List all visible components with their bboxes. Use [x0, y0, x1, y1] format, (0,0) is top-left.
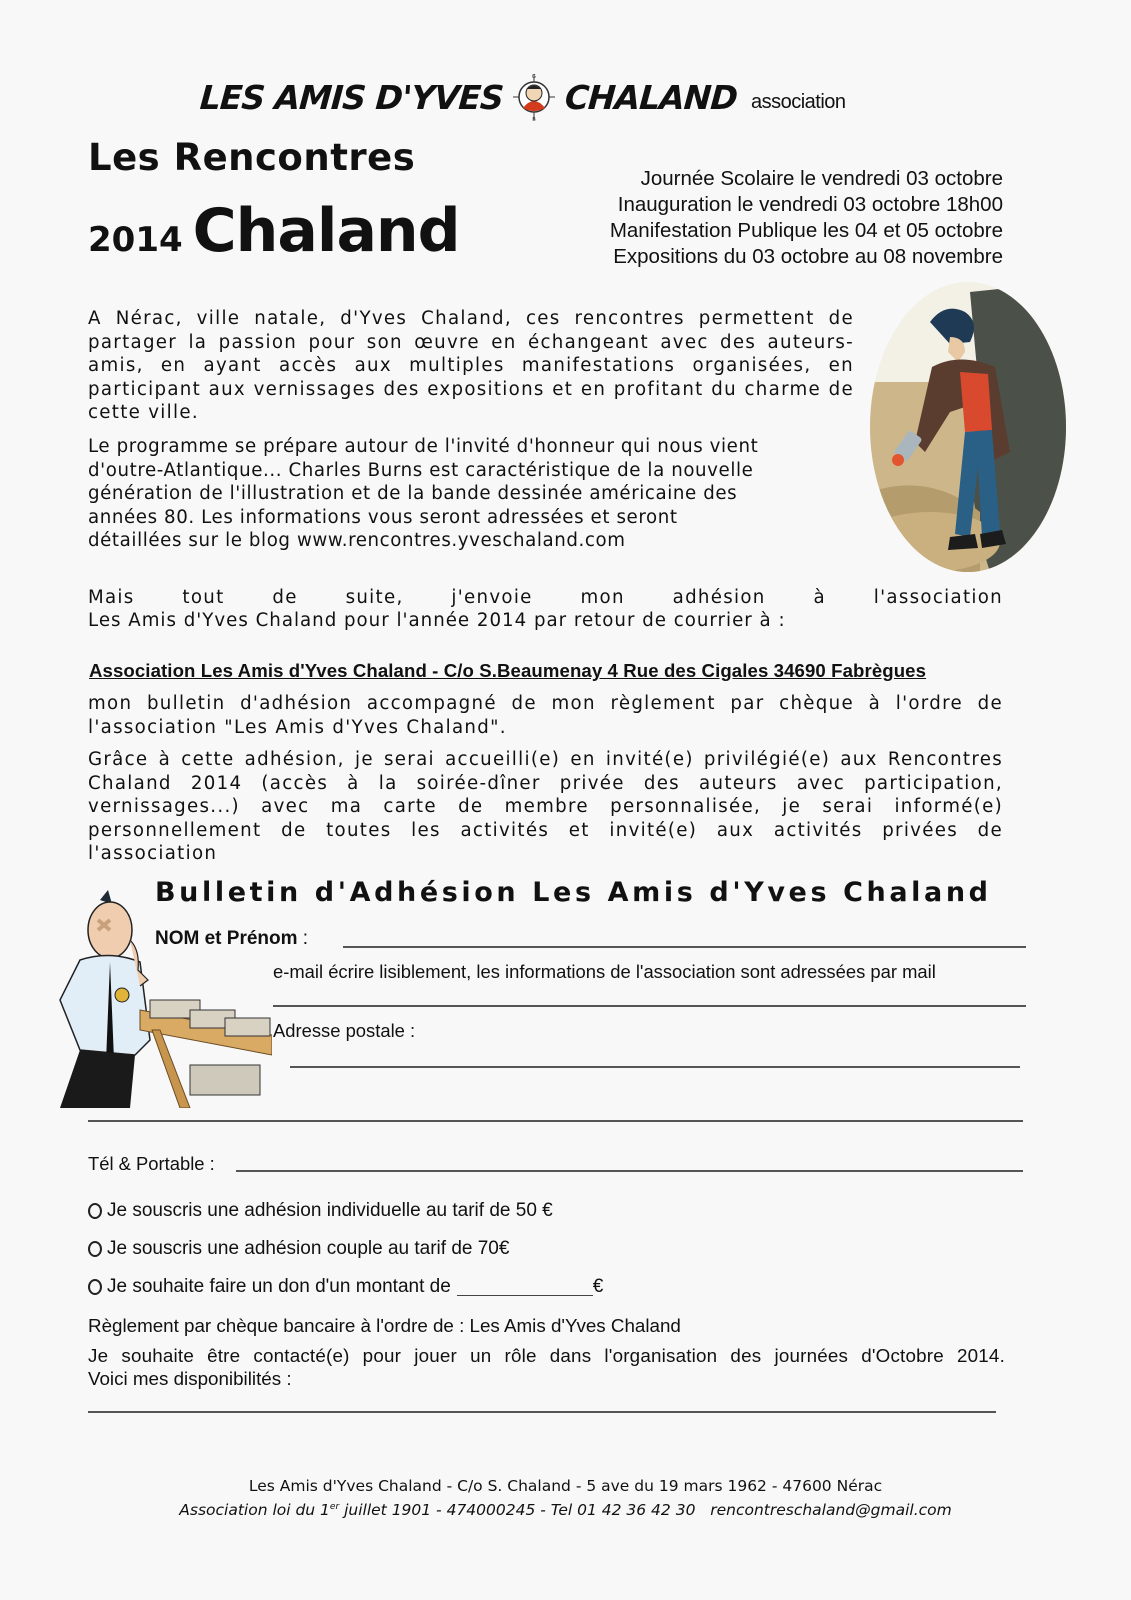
donation-amount-input[interactable] — [457, 1279, 593, 1296]
comic-man-at-book-stall-illustration — [40, 890, 272, 1108]
email-hint: écrire lisiblement, les informations de l'association sont adressées par mail — [323, 961, 936, 982]
membership-call-line1: Mais tout de suite, j'envoie mon adhésion à l'association — [88, 587, 1003, 608]
footer-address: Les Amis d'Yves Chaland - C/o S. Chaland - 5 ave du 19 mars 1962 - 47600 Nérac — [248, 1477, 883, 1495]
radio-circle-icon[interactable] — [88, 1241, 102, 1257]
euro-sign: € — [592, 1276, 604, 1297]
benefits-paragraph: Grâce à cette adhésion, je serai accueilli(e) en invité(e) privilégié(e) aux Rencontres Chaland 2014 (accès à la soirée-dîner privée des auteurs avec participation, vernissages...) avec ma carte de membre personnalisée, je serai informé(e) personnellement de toutes les activités et invité(e) aux activités privées de l'association — [88, 749, 1003, 864]
payment-instruction: Règlement par chèque bancaire à l'ordre de : Les Amis d'Yves Chaland — [88, 1315, 681, 1336]
comic-man-with-flashlight-illustration — [870, 282, 1066, 572]
svg-text:G: G — [532, 74, 536, 80]
address-input-line-2[interactable] — [88, 1120, 1023, 1122]
event-title-line1: Les Rencontres — [88, 136, 416, 179]
text-line: détaillées sur le blog www.rencontres.yveschaland.com — [88, 530, 626, 551]
date-line: Inauguration le vendredi 03 octobre 18h00 — [617, 193, 1003, 216]
intro-paragraph-1: A Nérac, ville natale, d'Yves Chaland, ces rencontres permettent de partager la passion pour son œuvre en échangeant avec des auteurs-amis, en ayant accès aux multiples manifestations organisées, en participant aux vernissages des expositions et en profitant du charme de cette ville. — [88, 308, 854, 423]
text-line: génération de l'illustration et de la bande dessinée américaine des — [88, 483, 738, 504]
option-donation[interactable]: Je souhaite faire un don d'un montant de € — [88, 1276, 603, 1298]
name-input-line[interactable] — [343, 946, 1026, 948]
membership-call-line2: Les Amis d'Yves Chaland pour l'année 2014 par retour de courrier à : — [88, 610, 786, 631]
date-line: Journée Scolaire le vendredi 03 octobre — [640, 167, 1003, 190]
form-title: Bulletin d'Adhésion Les Amis d'Yves Chaland — [155, 877, 992, 908]
radio-circle-icon[interactable] — [88, 1203, 102, 1219]
name-label-text: NOM et Prénom — [155, 928, 298, 949]
logo-suffix: association — [750, 90, 846, 113]
availability-label: Voici mes disponibilités : — [88, 1368, 292, 1389]
name-label: NOM et Prénom : — [155, 928, 309, 949]
mailing-address: Association Les Amis d'Yves Chaland - C/o S.Beaumenay 4 Rue des Cigales 34690 Fabrègues — [89, 660, 927, 681]
option-couple[interactable]: Je souscris une adhésion couple au tarif de 70€ — [88, 1238, 509, 1260]
event-name: Chaland — [192, 196, 460, 266]
svg-text:B: B — [532, 117, 536, 122]
option-individual[interactable]: Je souscris une adhésion individuelle au tarif de 50 € — [88, 1200, 553, 1222]
footer-legal: Association loi du 1er juillet 1901 - 474000245 - Tel 01 42 36 42 30 rencontreschaland@gmail.com — [179, 1501, 952, 1519]
association-logo — [200, 72, 900, 122]
text-line: Le programme se prépare autour de l'invité d'honneur qui nous vient — [88, 436, 759, 457]
date-line: Expositions du 03 octobre au 08 novembre — [613, 245, 1003, 268]
date-line: Manifestation Publique les 04 et 05 octobre — [609, 219, 1003, 242]
postal-address-label: Adresse postale : — [273, 1020, 416, 1041]
logo-text-right: CHALAND — [563, 77, 739, 117]
compass-portrait-icon — [511, 72, 557, 122]
email-input-line[interactable] — [273, 1005, 1026, 1007]
text-line: années 80. Les informations vous seront adressées et seront — [88, 506, 678, 528]
radio-circle-icon[interactable] — [88, 1279, 102, 1295]
event-title-line2 — [88, 196, 460, 266]
address-input-line-1[interactable] — [290, 1066, 1020, 1068]
email-label — [273, 961, 936, 983]
event-dates — [610, 166, 1003, 270]
intro-paragraph-2 — [88, 435, 854, 553]
event-year: 2014 — [88, 220, 183, 260]
email-label-text: e-mail — [273, 961, 324, 982]
logo-text-left: LES AMIS D'YVES — [198, 77, 505, 117]
phone-label: Tél & Portable : — [88, 1153, 215, 1174]
text-line: d'outre-Atlantique... Charles Burns est caractéristique de la nouvelle — [88, 459, 754, 481]
phone-input-line[interactable] — [236, 1170, 1023, 1172]
contact-request-line1: Je souhaite être contacté(e) pour jouer un rôle dans l'organisation des journées d'Octobre 2014. — [88, 1345, 1005, 1366]
payment-paragraph: mon bulletin d'adhésion accompagné de mon règlement par chèque à l'ordre de l'association "Les Amis d'Yves Chaland". — [88, 693, 1003, 738]
availability-input-line[interactable] — [88, 1411, 996, 1413]
